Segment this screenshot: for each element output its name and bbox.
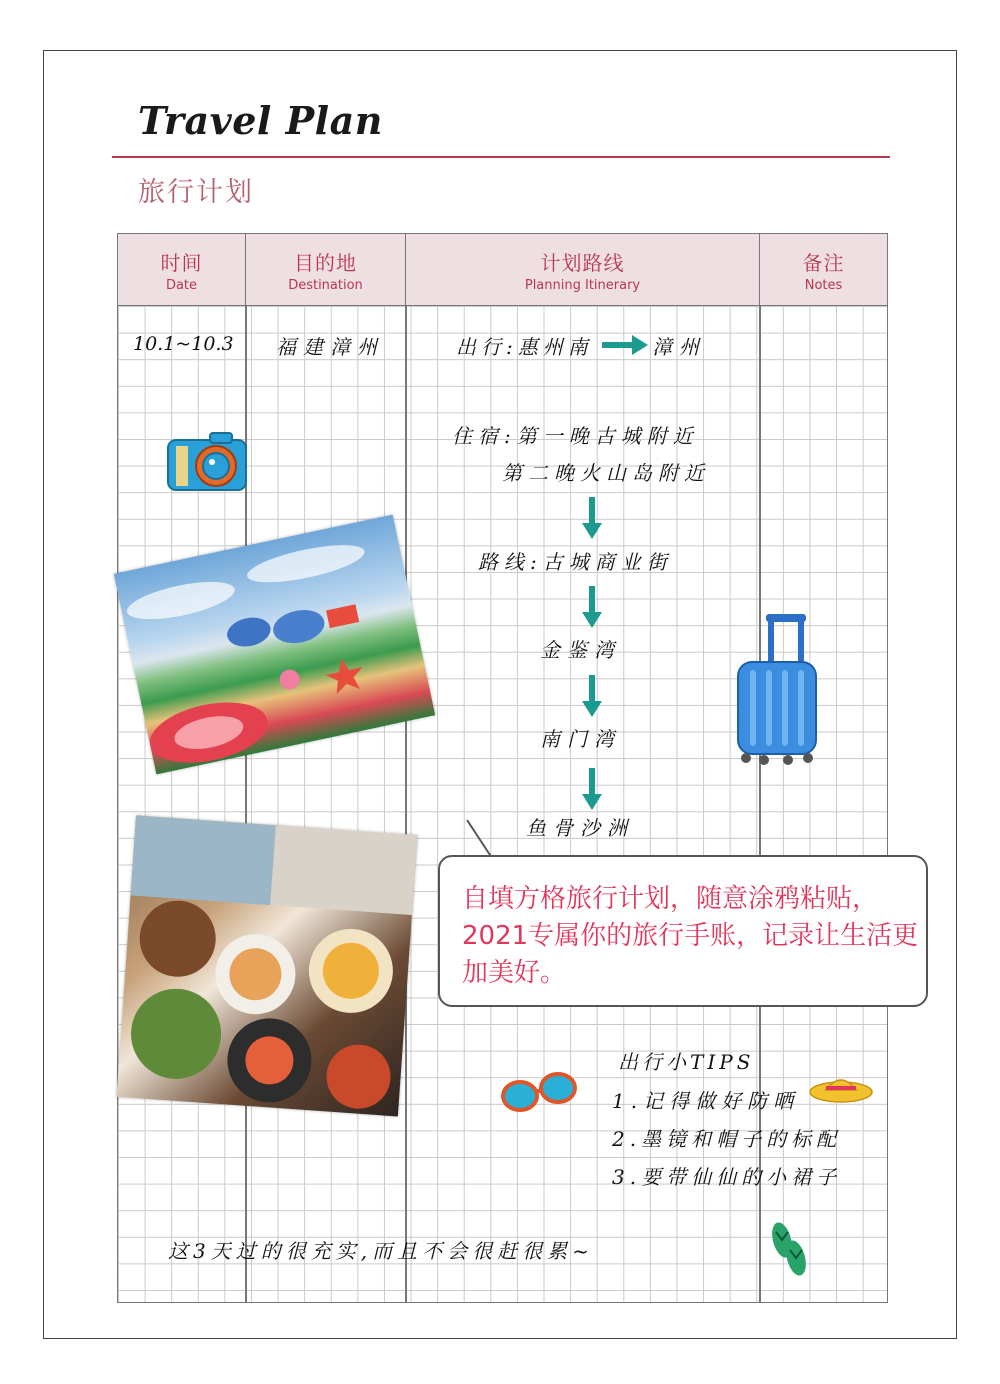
tip-item: 2.墨镜和帽子的标配 — [612, 1127, 842, 1151]
route-stop: 鱼骨沙洲 — [526, 816, 634, 840]
flip-flops-icon — [770, 1218, 810, 1284]
header-itinerary: 计划路线 Planning Itinerary — [406, 234, 760, 305]
column-divider — [245, 233, 247, 1303]
departure-from: 出行:惠州南 — [456, 335, 593, 359]
arrow-down-icon — [582, 586, 602, 632]
arrow-down-icon — [582, 497, 602, 543]
tip-item: 3.要带仙仙的小裙子 — [612, 1165, 842, 1189]
departure-to: 漳州 — [652, 335, 706, 359]
lodging-line-2: 第二晚火山岛附近 — [502, 461, 710, 485]
sunglasses-icon — [500, 1070, 580, 1118]
tip-item: 1.记得做好防晒 — [612, 1089, 800, 1113]
column-divider — [405, 233, 407, 1303]
route-stop: 金鉴湾 — [540, 638, 621, 662]
header-date: 时间 Date — [118, 234, 246, 305]
suitcase-icon — [732, 612, 822, 770]
route-label: 路线:古城商业街 — [478, 550, 673, 574]
sun-hat-icon — [808, 1070, 874, 1108]
arrow-down-icon — [582, 675, 602, 721]
title-divider — [112, 156, 890, 158]
page-title: Travel Plan — [138, 98, 383, 143]
callout-bubble — [438, 855, 928, 1007]
tips-title: 出行小TIPS — [618, 1050, 755, 1074]
callout-text: 自填方格旅行计划，随意涂鸦粘贴，2021专属你的旅行手账，记录让生活更加美好。 — [462, 884, 919, 988]
arrow-down-icon — [582, 768, 602, 814]
entry-date: 10.1~10.3 — [133, 333, 234, 355]
route-stop: 南门湾 — [540, 727, 621, 751]
header-destination: 目的地 Destination — [246, 234, 406, 305]
lodging-line-1: 住宿:第一晚古城附近 — [452, 424, 699, 448]
food-collage-photo — [117, 816, 418, 1117]
closing-note: 这3天过的很充实,而且不会很赶很累~ — [168, 1239, 594, 1263]
callout-tail — [462, 818, 508, 860]
camera-icon — [166, 430, 250, 498]
page-subtitle: 旅行计划 — [138, 177, 254, 208]
table-header — [117, 233, 888, 306]
entry-destination: 福建漳州 — [276, 335, 384, 359]
header-notes: 备注 Notes — [802, 250, 845, 293]
arrow-right-icon — [602, 335, 648, 359]
